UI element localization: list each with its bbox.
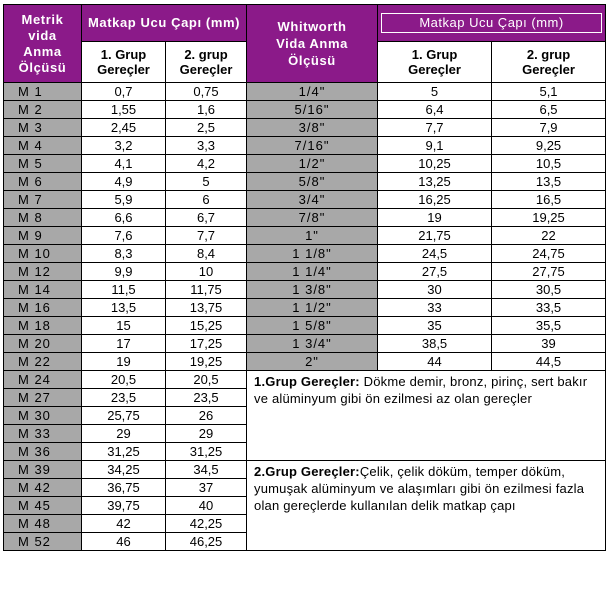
metric-group1-cell: 34,25 xyxy=(82,461,166,479)
whitworth-group2-cell: 19,25 xyxy=(492,209,606,227)
metric-size-cell: M 42 xyxy=(4,479,82,497)
whitworth-size-cell: 1 5/8" xyxy=(247,317,378,335)
whitworth-group2-cell: 6,5 xyxy=(492,101,606,119)
whitworth-size-cell: 5/16" xyxy=(247,101,378,119)
whitworth-size-cell: 1/2" xyxy=(247,155,378,173)
metric-group2-header xyxy=(166,42,247,83)
whitworth-group1-cell: 30 xyxy=(378,281,492,299)
whitworth-group2-header xyxy=(492,42,606,83)
metric-group1-cell: 6,6 xyxy=(82,209,166,227)
whitworth-size-cell: 1/4" xyxy=(247,83,378,101)
whitworth-group1-cell: 9,1 xyxy=(378,137,492,155)
table-row xyxy=(4,281,606,299)
whitworth-group2-cell: 35,5 xyxy=(492,317,606,335)
whitworth-drill-header-text: Matkap Ucu Çapı (mm) xyxy=(381,13,602,33)
group-header-line: 1. Grup xyxy=(411,47,458,62)
metric-group2-cell: 29 xyxy=(166,425,247,443)
metric-size-cell: M 8 xyxy=(4,209,82,227)
whitworth-group1-cell: 6,4 xyxy=(378,101,492,119)
group2-note-title: 2.Grup Gereçler: xyxy=(254,464,360,479)
metric-size-cell: M 48 xyxy=(4,515,82,533)
metric-header-line: Metrik xyxy=(21,11,64,27)
metric-group1-cell: 4,9 xyxy=(82,173,166,191)
whitworth-group2-cell: 39 xyxy=(492,335,606,353)
whitworth-size-cell: 3/4" xyxy=(247,191,378,209)
group2-note-text: Çelik, çelik döküm, temper döküm, yumuşak alüminyum ve alaşımları gibi ön ezilmesi fazla olan gereçlerde kullanılan delik matkap çapı xyxy=(254,464,585,513)
metric-group1-cell: 7,6 xyxy=(82,227,166,245)
metric-group2-cell: 13,75 xyxy=(166,299,247,317)
metric-group2-cell: 6,7 xyxy=(166,209,247,227)
metric-size-cell: M 12 xyxy=(4,263,82,281)
metric-size-cell: M 4 xyxy=(4,137,82,155)
metric-header-line: Ölçüsü xyxy=(18,59,67,75)
metric-group2-cell: 20,5 xyxy=(166,371,247,389)
whitworth-group1-cell: 21,75 xyxy=(378,227,492,245)
whitworth-size-cell: 5/8" xyxy=(247,173,378,191)
metric-group2-cell: 26 xyxy=(166,407,247,425)
whitworth-size-cell: 7/16" xyxy=(247,137,378,155)
metric-group1-cell: 11,5 xyxy=(82,281,166,299)
whitworth-group1-cell: 10,25 xyxy=(378,155,492,173)
metric-group1-cell: 8,3 xyxy=(82,245,166,263)
whitworth-header-line: Ölçüsü xyxy=(288,53,336,68)
whitworth-group1-cell: 44 xyxy=(378,353,492,371)
group2-note xyxy=(247,461,606,551)
metric-drill-diameter-header xyxy=(82,5,247,42)
metric-size-cell: M 7 xyxy=(4,191,82,209)
metric-group2-cell: 37 xyxy=(166,479,247,497)
whitworth-group1-cell: 16,25 xyxy=(378,191,492,209)
whitworth-group2-cell: 13,5 xyxy=(492,173,606,191)
metric-group1-cell: 13,5 xyxy=(82,299,166,317)
table-row xyxy=(4,335,606,353)
metric-group1-header xyxy=(82,42,166,83)
group1-note-text: Dökme demir, bronz, pirinç, sert bakır ve alüminyum gibi ön ezilmesi az olan gereçler xyxy=(254,374,588,406)
table-row xyxy=(4,299,606,317)
metric-group1-cell: 3,2 xyxy=(82,137,166,155)
table-row xyxy=(4,155,606,173)
metric-size-cell: M 5 xyxy=(4,155,82,173)
whitworth-size-cell: 1 1/4" xyxy=(247,263,378,281)
group1-note-title: 1.Grup Gereçler: xyxy=(254,374,360,389)
whitworth-group1-cell: 27,5 xyxy=(378,263,492,281)
metric-group2-cell: 4,2 xyxy=(166,155,247,173)
whitworth-group2-cell: 10,5 xyxy=(492,155,606,173)
metric-group2-cell: 42,25 xyxy=(166,515,247,533)
metric-group2-cell: 10 xyxy=(166,263,247,281)
metric-group2-cell: 17,25 xyxy=(166,335,247,353)
metric-group2-cell: 34,5 xyxy=(166,461,247,479)
whitworth-size-header xyxy=(247,5,378,83)
metric-size-cell: M 22 xyxy=(4,353,82,371)
whitworth-group1-cell: 38,5 xyxy=(378,335,492,353)
metric-size-cell: M 6 xyxy=(4,173,82,191)
whitworth-group2-cell: 5,1 xyxy=(492,83,606,101)
metric-size-cell: M 1 xyxy=(4,83,82,101)
whitworth-header-line: Vida Anma xyxy=(276,36,348,51)
metric-group2-cell: 6 xyxy=(166,191,247,209)
metric-group2-cell: 19,25 xyxy=(166,353,247,371)
whitworth-group1-header xyxy=(378,42,492,83)
metric-size-cell: M 18 xyxy=(4,317,82,335)
whitworth-size-cell: 1 1/2" xyxy=(247,299,378,317)
metric-group2-cell: 5 xyxy=(166,173,247,191)
table-row xyxy=(4,173,606,191)
metric-drill-header-text: Matkap Ucu Çapı (mm) xyxy=(87,15,241,30)
whitworth-group2-cell: 44,5 xyxy=(492,353,606,371)
table-row xyxy=(4,317,606,335)
metric-size-cell: M 33 xyxy=(4,425,82,443)
metric-size-cell: M 16 xyxy=(4,299,82,317)
metric-group1-cell: 9,9 xyxy=(82,263,166,281)
metric-group2-cell: 15,25 xyxy=(166,317,247,335)
metric-group1-cell: 20,5 xyxy=(82,371,166,389)
whitworth-size-cell: 1 1/8" xyxy=(247,245,378,263)
metric-size-cell: M 10 xyxy=(4,245,82,263)
whitworth-size-cell: 7/8" xyxy=(247,209,378,227)
metric-group1-cell: 23,5 xyxy=(82,389,166,407)
metric-group2-cell: 0,75 xyxy=(166,83,247,101)
metric-group1-cell: 17 xyxy=(82,335,166,353)
metric-group2-cell: 8,4 xyxy=(166,245,247,263)
metric-size-cell: M 24 xyxy=(4,371,82,389)
metric-size-cell: M 2 xyxy=(4,101,82,119)
metric-size-cell: M 45 xyxy=(4,497,82,515)
metric-group1-cell: 15 xyxy=(82,317,166,335)
metric-group1-cell: 29 xyxy=(82,425,166,443)
table-row xyxy=(4,353,606,371)
whitworth-header-line: Whitworth xyxy=(277,19,347,34)
whitworth-group1-cell: 33 xyxy=(378,299,492,317)
group-header-line: Gereçler xyxy=(408,62,461,77)
metric-size-cell: M 30 xyxy=(4,407,82,425)
metric-group1-cell: 2,45 xyxy=(82,119,166,137)
metric-group1-cell: 19 xyxy=(82,353,166,371)
whitworth-size-cell: 2" xyxy=(247,353,378,371)
metric-size-cell: M 20 xyxy=(4,335,82,353)
whitworth-group2-cell: 22 xyxy=(492,227,606,245)
metric-group1-cell: 0,7 xyxy=(82,83,166,101)
table-row xyxy=(4,371,606,389)
metric-group2-cell: 31,25 xyxy=(166,443,247,461)
metric-size-cell: M 27 xyxy=(4,389,82,407)
whitworth-group2-cell: 24,75 xyxy=(492,245,606,263)
group1-note xyxy=(247,371,606,461)
whitworth-group1-cell: 7,7 xyxy=(378,119,492,137)
table-row xyxy=(4,461,606,479)
whitworth-group1-cell: 13,25 xyxy=(378,173,492,191)
metric-group1-cell: 46 xyxy=(82,533,166,551)
group-header-line: 1. Grup xyxy=(100,47,147,62)
whitworth-size-cell: 3/8" xyxy=(247,119,378,137)
metric-size-cell: M 9 xyxy=(4,227,82,245)
metric-header-line: vida xyxy=(28,27,57,43)
metric-size-cell: M 52 xyxy=(4,533,82,551)
table-row xyxy=(4,245,606,263)
group-header-line: Gereçler xyxy=(97,62,150,77)
metric-group2-cell: 40 xyxy=(166,497,247,515)
metric-group1-cell: 36,75 xyxy=(82,479,166,497)
whitworth-group2-cell: 27,75 xyxy=(492,263,606,281)
whitworth-group2-cell: 33,5 xyxy=(492,299,606,317)
table-row xyxy=(4,227,606,245)
drill-size-table-body xyxy=(4,83,606,551)
whitworth-group2-cell: 30,5 xyxy=(492,281,606,299)
metric-group1-cell: 5,9 xyxy=(82,191,166,209)
whitworth-size-cell: 1" xyxy=(247,227,378,245)
metric-group1-cell: 31,25 xyxy=(82,443,166,461)
whitworth-drill-diameter-header xyxy=(378,5,606,42)
table-row xyxy=(4,263,606,281)
group-header-line: Gereçler xyxy=(179,62,233,77)
group-header-line: 2. grup xyxy=(184,47,228,62)
table-row xyxy=(4,83,606,101)
group-header-line: Gereçler xyxy=(522,62,575,77)
whitworth-group1-cell: 5 xyxy=(378,83,492,101)
metric-group2-cell: 2,5 xyxy=(166,119,247,137)
whitworth-group2-cell: 9,25 xyxy=(492,137,606,155)
metric-size-header xyxy=(4,5,82,83)
table-row xyxy=(4,209,606,227)
drill-size-table-frame xyxy=(1,1,605,605)
group-header-line: 2. grup xyxy=(526,47,571,62)
metric-header-line: Anma xyxy=(23,43,62,59)
whitworth-group2-cell: 7,9 xyxy=(492,119,606,137)
whitworth-group1-cell: 19 xyxy=(378,209,492,227)
metric-group2-cell: 46,25 xyxy=(166,533,247,551)
drill-size-table xyxy=(3,4,606,551)
metric-group2-cell: 7,7 xyxy=(166,227,247,245)
whitworth-size-cell: 1 3/8" xyxy=(247,281,378,299)
table-row xyxy=(4,137,606,155)
metric-group2-cell: 23,5 xyxy=(166,389,247,407)
whitworth-group1-cell: 35 xyxy=(378,317,492,335)
table-row xyxy=(4,101,606,119)
metric-size-cell: M 36 xyxy=(4,443,82,461)
metric-group1-cell: 39,75 xyxy=(82,497,166,515)
metric-group1-cell: 42 xyxy=(82,515,166,533)
metric-group2-cell: 11,75 xyxy=(166,281,247,299)
metric-group1-cell: 1,55 xyxy=(82,101,166,119)
metric-size-cell: M 3 xyxy=(4,119,82,137)
whitworth-group2-cell: 16,5 xyxy=(492,191,606,209)
metric-group1-cell: 25,75 xyxy=(82,407,166,425)
whitworth-size-cell: 1 3/4" xyxy=(247,335,378,353)
table-row xyxy=(4,119,606,137)
metric-size-cell: M 14 xyxy=(4,281,82,299)
metric-size-cell: M 39 xyxy=(4,461,82,479)
whitworth-group1-cell: 24,5 xyxy=(378,245,492,263)
metric-group1-cell: 4,1 xyxy=(82,155,166,173)
metric-group2-cell: 1,6 xyxy=(166,101,247,119)
table-row xyxy=(4,191,606,209)
metric-group2-cell: 3,3 xyxy=(166,137,247,155)
